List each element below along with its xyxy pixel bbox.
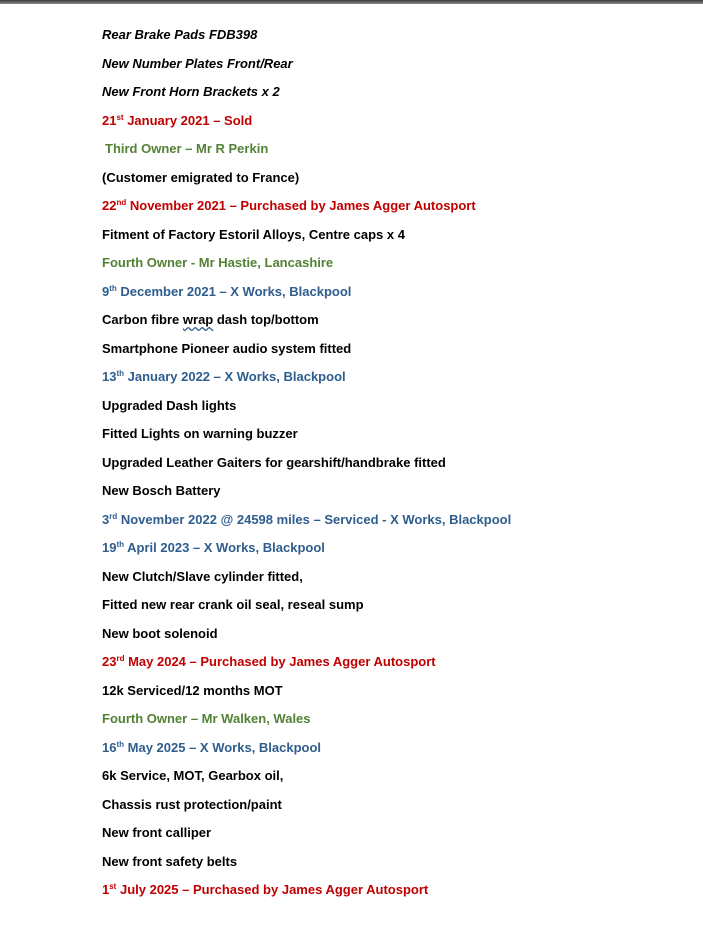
history-line: Smartphone Pioneer audio system fitted (102, 340, 352, 356)
owner-entry: Fourth Owner - Mr Hastie, Lancashire (102, 255, 334, 270)
history-line: New Number Plates Front/Rear (102, 55, 293, 71)
history-line: New front safety belts (102, 853, 238, 869)
history-line: 12k Serviced/12 months MOT (102, 682, 283, 698)
date-entry: 1st July 2025 – Purchased by James Agger Autosport (102, 882, 429, 897)
date-entry: 13th January 2022 – X Works, Blackpool (102, 369, 346, 384)
history-line: Rear Brake Pads FDB398 (102, 27, 258, 42)
history-line: Fitted new rear crank oil seal, reseal sump (102, 597, 364, 612)
history-line: New Front Horn Brackets x 2 (102, 84, 280, 99)
history-line: New boot solenoid (102, 625, 218, 641)
owner-entry: Third Owner – Mr R Perkin (105, 141, 269, 156)
date-entry: 9th December 2021 – X Works, Blackpool (102, 283, 352, 299)
date-entry: 3rd November 2022 @ 24598 miles – Serviced - X Works, Blackpool (102, 511, 512, 527)
date-entry: 16th May 2025 – X Works, Blackpool (102, 739, 322, 755)
spelling-squiggle: wrap (182, 312, 214, 327)
history-line: Carbon fibre wrap dash top/bottom (102, 312, 319, 327)
date-entry: 19th April 2023 – X Works, Blackpool (102, 540, 325, 555)
history-line: Upgraded Dash lights (102, 397, 237, 413)
history-line: New Clutch/Slave cylinder fitted, (102, 568, 303, 584)
date-entry: 22nd November 2021 – Purchased by James Agger Autosport (102, 198, 476, 213)
history-line: Fitted Lights on warning buzzer (102, 426, 298, 441)
history-line: Upgraded Leather Gaiters for gearshift/handbrake fitted (102, 454, 446, 470)
history-line: New front calliper (102, 825, 212, 840)
history-line: 6k Service, MOT, Gearbox oil, (102, 768, 284, 783)
history-line: Chassis rust protection/paint (102, 796, 282, 812)
history-line: (Customer emigrated to France) (102, 169, 300, 185)
date-entry: 23rd May 2024 – Purchased by James Agger Autosport (102, 654, 436, 669)
history-line: Fitment of Factory Estoril Alloys, Centre caps x 4 (102, 226, 405, 242)
owner-entry: Fourth Owner – Mr Walken, Wales (102, 711, 311, 726)
document-page (102, 26, 692, 910)
window-top-border (0, 0, 703, 4)
date-entry: 21st January 2021 – Sold (102, 112, 253, 128)
history-line: New Bosch Battery (102, 483, 221, 498)
